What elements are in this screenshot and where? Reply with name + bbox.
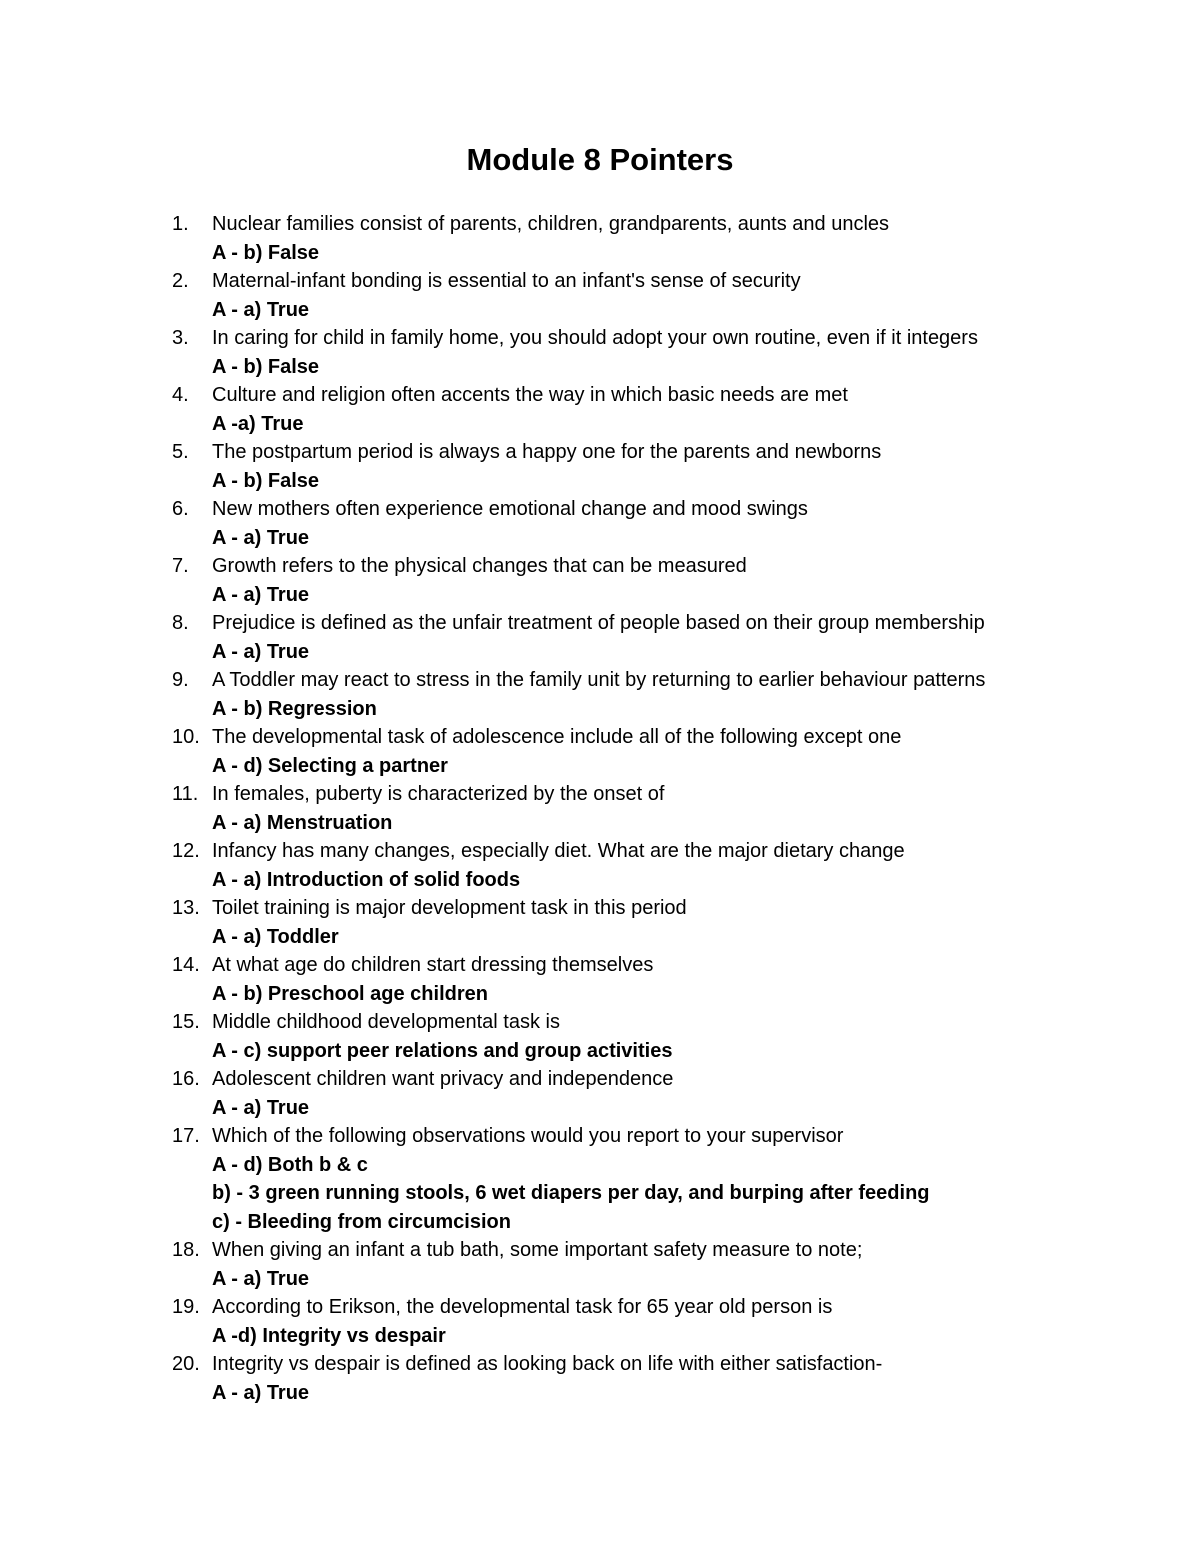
question-item — [172, 894, 1132, 951]
answer-text: A - a) True — [212, 583, 310, 606]
question-text: Toilet training is major development task in this period — [212, 897, 687, 919]
question-text: Integrity vs despair is defined as looking back on life with either satisfaction- — [212, 1353, 883, 1375]
answer-text: A - c) support peer relations and group activities — [212, 1039, 673, 1062]
question-text: Prejudice is defined as the unfair treatment of people based on their group membership — [212, 612, 985, 634]
question-number: 14. — [172, 954, 200, 976]
answer-text: A - d) Selecting a partner — [212, 754, 448, 777]
question-number: 13. — [172, 897, 200, 919]
question-number: 5. — [172, 441, 189, 463]
answer-text: A - a) Introduction of solid foods — [212, 868, 521, 891]
question-number: 11. — [172, 783, 199, 805]
question-item — [172, 438, 1132, 495]
question-number: 16. — [172, 1068, 200, 1090]
question-text: Adolescent children want privacy and independence — [212, 1068, 674, 1090]
question-number: 4. — [172, 384, 189, 406]
question-item — [172, 666, 1132, 723]
answer-text: A - b) False — [212, 355, 320, 378]
answer-text: A - a) Menstruation — [212, 811, 393, 834]
question-text: At what age do children start dressing themselves — [212, 954, 654, 976]
question-item — [172, 951, 1132, 1008]
question-item — [172, 780, 1132, 837]
answer-text: A - a) True — [212, 640, 310, 663]
question-number: 20. — [172, 1353, 200, 1375]
question-item — [172, 552, 1132, 609]
question-number: 6. — [172, 498, 189, 520]
question-item — [172, 609, 1132, 666]
question-item — [172, 1122, 1132, 1236]
question-number: 1. — [172, 213, 189, 235]
answer-text: A - a) True — [212, 298, 310, 321]
question-number: 3. — [172, 327, 189, 349]
question-item — [172, 837, 1132, 894]
answer-text: b) - 3 green running stools, 6 wet diapers per day, and burping after feeding — [212, 1182, 930, 1204]
question-item — [172, 1293, 1132, 1350]
question-text: According to Erikson, the developmental task for 65 year old person is — [212, 1296, 833, 1318]
question-number: 12. — [172, 840, 200, 862]
question-text: Culture and religion often accents the way in which basic needs are met — [212, 384, 848, 406]
question-item — [172, 723, 1132, 780]
question-number: 15. — [172, 1011, 200, 1033]
question-text: New mothers often experience emotional change and mood swings — [212, 498, 808, 520]
question-text: In females, puberty is characterized by the onset of — [212, 783, 665, 805]
question-text: Which of the following observations would you report to your supervisor — [212, 1125, 844, 1147]
question-item — [172, 1350, 1132, 1407]
question-text: Infancy has many changes, especially diet. What are the major dietary change — [212, 840, 905, 862]
answer-text: A - b) False — [212, 469, 320, 492]
question-number: 7. — [172, 555, 189, 577]
question-text: When giving an infant a tub bath, some important safety measure to note; — [212, 1239, 863, 1261]
question-item — [172, 267, 1132, 324]
answer-text: c) - Bleeding from circumcision — [212, 1210, 511, 1233]
question-number: 8. — [172, 612, 189, 634]
question-text: In caring for child in family home, you should adopt your own routine, even if it integers — [212, 327, 978, 349]
question-text: The developmental task of adolescence include all of the following except one — [212, 726, 902, 748]
question-item — [172, 495, 1132, 552]
question-number: 19. — [172, 1296, 200, 1318]
question-item — [172, 1065, 1132, 1122]
page-title: Module 8 Pointers — [466, 142, 734, 177]
answer-text: A - b) Preschool age children — [212, 982, 488, 1005]
answer-text: A - a) True — [212, 1096, 310, 1119]
question-text: A Toddler may react to stress in the family unit by returning to earlier behaviour patterns — [212, 669, 986, 691]
question-item — [172, 381, 1132, 438]
answer-text: A -a) True — [212, 412, 304, 435]
answer-text: A -d) Integrity vs despair — [212, 1324, 446, 1347]
question-text: Middle childhood developmental task is — [212, 1011, 560, 1033]
question-list — [172, 210, 1132, 1407]
question-number: 9. — [172, 669, 189, 691]
answer-text: A - a) True — [212, 526, 310, 549]
question-number: 10. — [172, 726, 200, 748]
answer-text: A - a) True — [212, 1267, 310, 1290]
question-item — [172, 324, 1132, 381]
question-text: Nuclear families consist of parents, children, grandparents, aunts and uncles — [212, 213, 890, 235]
answer-text: A - b) Regression — [212, 697, 377, 720]
question-number: 2. — [172, 270, 189, 292]
answer-text: A - a) Toddler — [212, 925, 339, 948]
answer-text: A - d) Both b & c — [212, 1153, 368, 1176]
answer-text: A - a) True — [212, 1381, 310, 1404]
question-number: 17. — [172, 1125, 200, 1147]
question-number: 18. — [172, 1239, 200, 1261]
question-item — [172, 1236, 1132, 1293]
question-text: Maternal-infant bonding is essential to an infant's sense of security — [212, 270, 801, 292]
question-item — [172, 1008, 1132, 1065]
question-item — [172, 210, 1132, 267]
question-text: The postpartum period is always a happy one for the parents and newborns — [212, 441, 882, 463]
question-text: Growth refers to the physical changes that can be measured — [212, 555, 747, 577]
answer-text: A - b) False — [212, 241, 320, 264]
